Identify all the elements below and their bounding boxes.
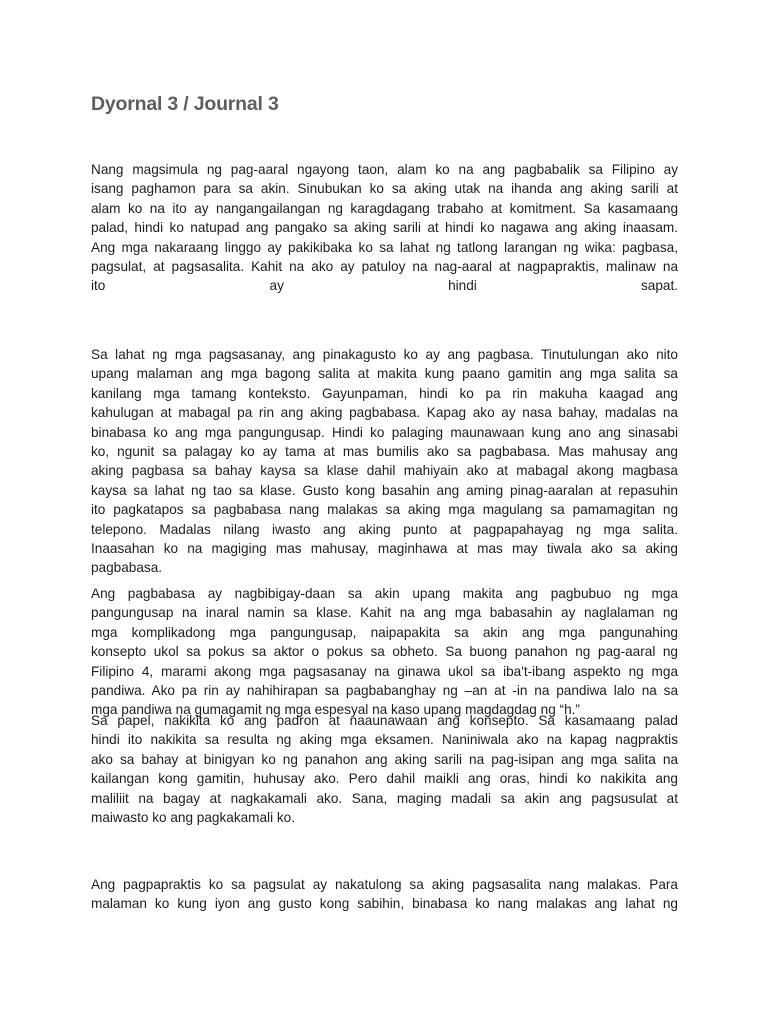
text-line: mga komplikadong mga pangungusap, naipapakita sa akin ang mga pangunahing [91, 624, 678, 640]
text-line: upang malaman ang mga bagong salita at makita kung paano gamitin ang mga salita sa [91, 366, 678, 382]
text-line: hindi ito nakikita sa resulta ng aking mga eksamen. Naniniwala ako na kapag nagpraktis [91, 732, 678, 748]
text-line: ako sa bahay at binigyan ko ng panahon ang aking sarili na pag-isipan ang mga salita na [91, 751, 678, 767]
text-line: Inaasahan ko na magiging mas mahusay, maginhawa at mas may tiwala ako sa aking [91, 541, 678, 557]
text-line: Sa lahat ng mga pagsasanay, ang pinakagusto ko ay ang pagbasa. Tinutulungan ako nito [91, 347, 678, 362]
text-line: konsepto ukol sa pokus sa aktor o pokus sa obheto. Sa buong panahon ng pag-aaral ng [91, 644, 678, 660]
text-line: isang paghamon para sa akin. Sinubukan ko sa aking utak na ihanda ang aking sarili at [91, 181, 678, 197]
paragraph-4 [91, 711, 678, 827]
text-line: kahulugan at mabagal pa rin ang aking pagbabasa. Kapag ako ay nasa bahay, madalas na [91, 405, 678, 421]
text-line: binabasa ko ang mga pangungusap. Hindi ko palaging maunawaan kung ano ang sinasabi [91, 424, 678, 440]
paragraph-3 [91, 584, 678, 720]
text-line: ko, ngunit sa palagay ko ay tama at mas bumilis ako sa pagbabasa. Mas mahusay ang [91, 444, 678, 460]
text-line: pandiwa. Ako pa rin ay nahihirapan sa pagbabanghay ng –an at -in na pandiwa lalo na sa [91, 683, 678, 699]
text-line: Ang mga nakaraang linggo ay pakikibaka ko sa lahat ng tatlong larangan ng wika: pagbasa, [91, 239, 678, 255]
text-line: mga pandiwa na gumagamit ng mga espesyal na kaso upang magdagdag ng “h.” [91, 702, 580, 718]
text-line: kaysa sa lahat ng tao sa klase. Gusto kong basahin ang aming pinag-aaralan at repasuhin [91, 482, 678, 498]
text-line: palad, hindi ko natupad ang pangako sa aking sarili at hindi ko nagawa ang aking inaasam. [91, 220, 678, 236]
paragraph-5 [91, 875, 678, 914]
paragraph-2 [91, 345, 678, 578]
text-line: maliliit na bagay at nagkakamali ako. Sana, maging madali sa akin ang pagsusulat at [91, 790, 678, 806]
text-line: pagsulat, at pagsasalita. Kahit na ako ay patuloy na nag-aaral at nagpapraktis, malinaw na [91, 259, 678, 275]
text-line: maiwasto ko ang pagkakamali ko. [91, 810, 296, 826]
text-line: kanilang mga tamang konteksto. Gayunpaman, hindi ko pa rin makuha kaagad ang [91, 385, 678, 401]
text-line: ito pagkatapos sa pagbabasa nang malakas sa aking mga magulang sa pamamagitan ng [91, 502, 678, 518]
text-line: ito ay hindi sapat. [91, 278, 678, 294]
text-line: Ang pagbabasa ay nagbibigay-daan sa akin upang makita ang pagbubuo ng mga [91, 586, 678, 601]
text-line: Filipino 4, marami akong mga pagsasanay na ginawa ukol sa iba't-ibang aspekto ng mga [91, 663, 678, 679]
text-line: pangungusap na inaral namin sa klase. Kahit na ang mga babasahin ay naglalaman ng [91, 605, 678, 621]
text-line: aking pagbasa sa bahay kaysa sa klase dahil mahiyain ako at mabagal akong magbasa [91, 463, 678, 479]
text-line: Sa papel, nakikita ko ang padron at naaunawaan ang konsepto. Sa kasamaang palad [91, 713, 678, 728]
text-line: Ang pagpapraktis ko sa pagsulat ay nakatulong sa aking pagsasalita nang malakas. Para [91, 877, 678, 892]
text-line: malaman ko kung iyon ang gusto kong sabihin, binabasa ko nang malakas ang lahat ng [91, 896, 678, 912]
paragraph-1 [91, 160, 678, 296]
text-line: alam ko na ito ay nangangailangan ng karagdagang trabaho at komitment. Sa kasamaang [91, 200, 678, 216]
text-line: kailangan kong gamitin, huhusay ako. Pero dahil maikli ang oras, hindi ko nakikita ang [91, 771, 678, 787]
text-line: pagbabasa. [91, 560, 163, 576]
text-line: Nang magsimula ng pag-aaral ngayong taon, alam ko na ang pagbabalik sa Filipino ay [91, 162, 678, 177]
page-title: Dyornal 3 / Journal 3 [91, 93, 279, 115]
text-line: telepono. Madalas nilang iwasto ang aking punto at pagpapahayag ng mga salita. [91, 521, 678, 537]
